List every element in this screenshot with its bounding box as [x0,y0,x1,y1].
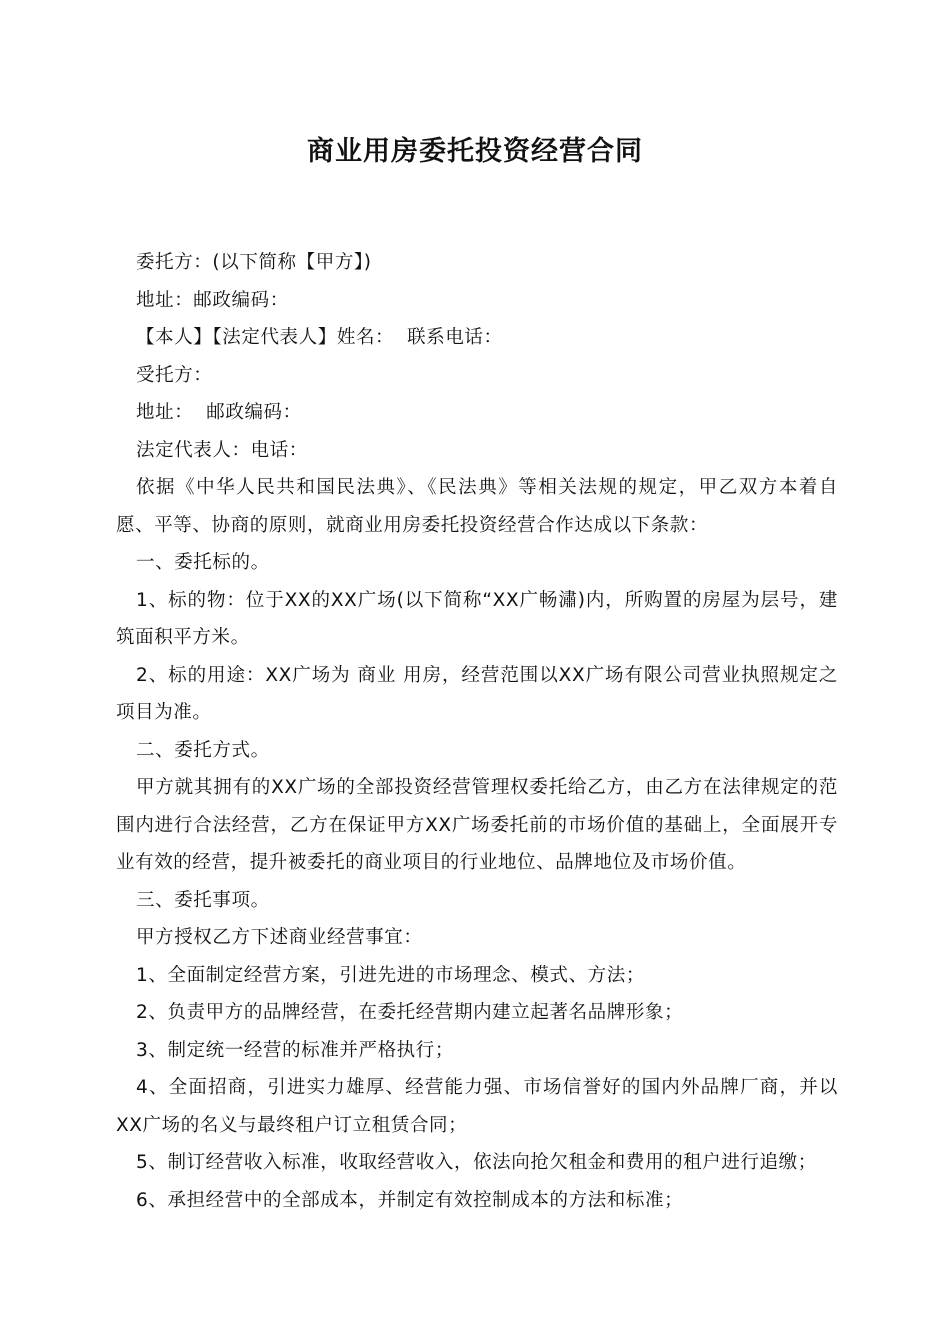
paragraph-client-address: 地址：邮政编码： [136,289,289,311]
paragraph-clause-3-3: 3、制定统一经营的标准并严格执行； [136,1039,454,1061]
paragraph-preamble: 依据《中华人民共和国民法典》、《民法典》等相关法规的规定，甲乙双方本着自愿、平等、协商的原则，就商业用房委托投资经营合作达成以下条款： [116,477,838,536]
paragraph-clause-3-6: 6、承担经营中的全部成本，并制定有效控制成本的方法和标准； [136,1189,684,1211]
document-body [116,244,838,1219]
paragraph-clause-1-2: 2、标的用途：XX广场为 商业 用房，经营范围以XX广场有限公司营业执照规定之项目为准。 [116,664,838,723]
paragraph-clause-3-1: 1、全面制定经营方案，引进先进的市场理念、模式、方法； [136,964,645,986]
paragraph-clause-1-1: 1、标的物：位于XX的XX广场(以下简称“XX广畅潚)内，所购置的房屋为层号，建筑面积平方米。 [116,589,838,648]
paragraph-trustee-address: 地址： 邮政编码： [136,402,302,423]
paragraph-client-representative: 【本人】【法定代表人】姓名： 联系电话： [136,327,503,348]
paragraph-trustee: 受托方： [136,364,213,386]
paragraph-clause-3-5: 5、制订经营收入标准，收取经营收入，依法向抢欠租金和费用的租户进行追缴； [136,1152,817,1173]
paragraph-clause-3-4: 4、全面招商，引进实力雄厚、经营能力强、市场信誉好的国内外品牌厂商，并以XX广场的名义与最终租户订立租赁合同； [116,1077,838,1136]
paragraph-clause-2: 甲方就其拥有的XX广场的全部投资经营管理权委托给乙方，由乙方在法律规定的范围内进行合法经营，乙方在保证甲方XX广场委托前的市场价值的基础上，全面展开专业有效的经营，提升被委托的商业项目的行业地位、品牌地位及市场价值。 [116,777,838,873]
section-heading-2: 二、委托方式。 [136,739,270,761]
paragraph-clause-3-intro: 甲方授权乙方下述商业经营事宜： [136,927,423,948]
section-heading-1: 一、委托标的。 [136,552,270,573]
paragraph-clause-3-2: 2、负责甲方的品牌经营，在委托经营期内建立起著名品牌形象； [136,1002,684,1023]
section-heading-3: 三、委托事项。 [136,889,270,911]
paragraph-trustee-representative: 法定代表人：电话： [136,439,308,461]
paragraph-client: 委托方：(以下简称【甲方】) [136,252,372,273]
document-title: 商业用房委托投资经营合同 [307,136,643,167]
